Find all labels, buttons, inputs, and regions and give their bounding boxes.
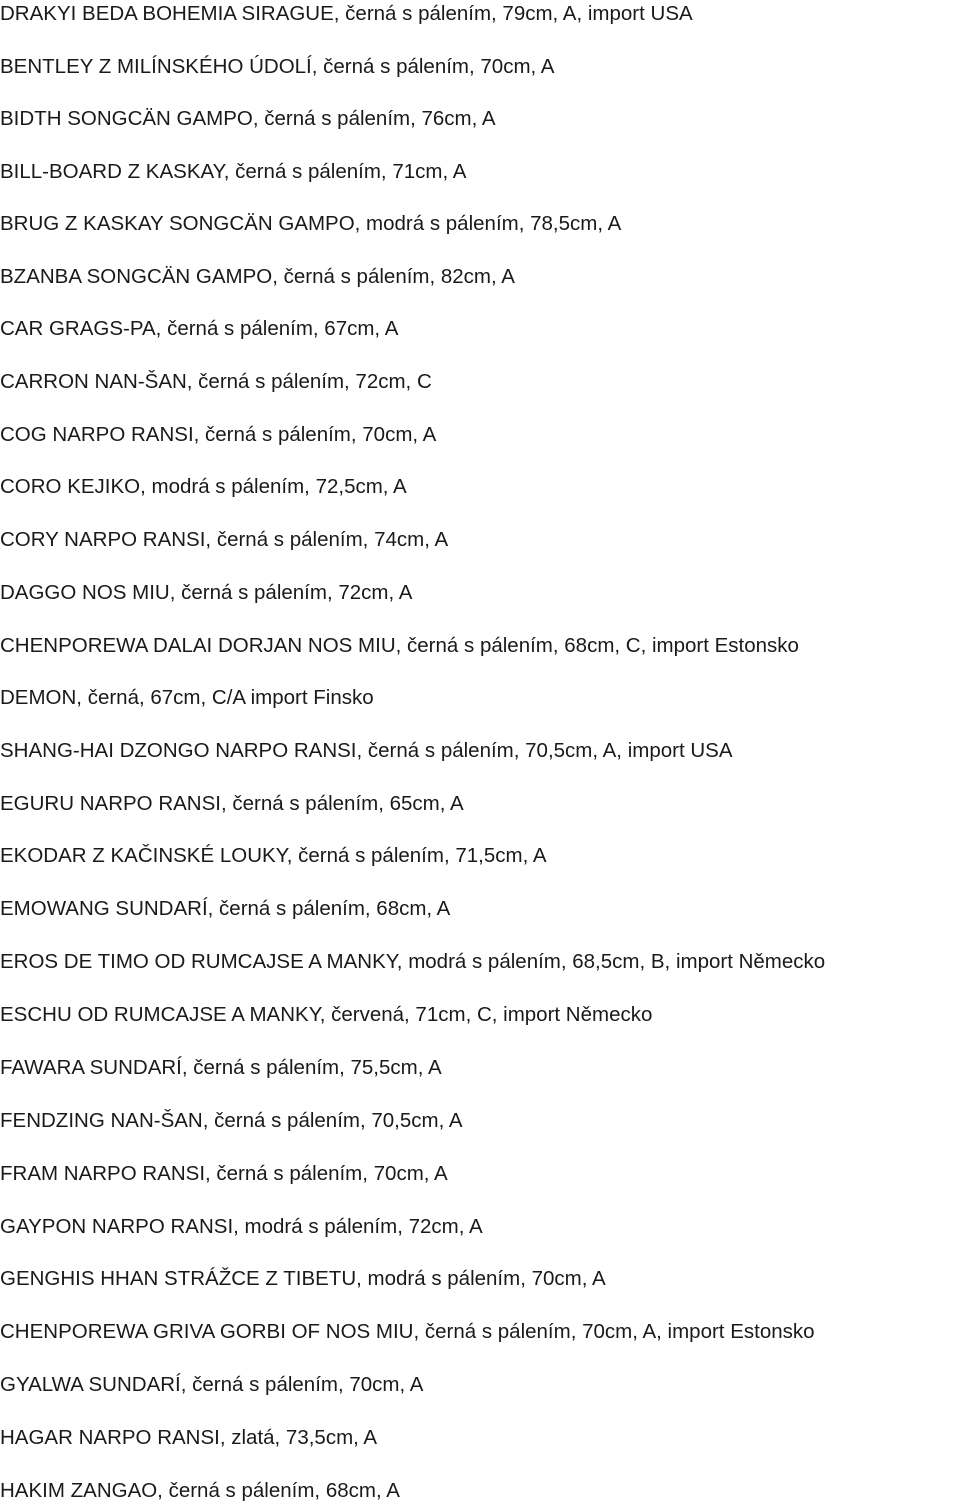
list-item: CAR GRAGS-PA, černá s pálením, 67cm, A <box>0 317 399 340</box>
list-item: COG NARPO RANSI, černá s pálením, 70cm, A <box>0 423 437 446</box>
list-item: DEMON, černá, 67cm, C/A import Finsko <box>0 686 374 709</box>
list-item: CHENPOREWA DALAI DORJAN NOS MIU, černá s pálením, 68cm, C, import Estonsko <box>0 634 799 657</box>
list-item: HAGAR NARPO RANSI, zlatá, 73,5cm, A <box>0 1426 378 1449</box>
list-item: FENDZING NAN-ŠAN, černá s pálením, 70,5cm, A <box>0 1109 463 1132</box>
list-item: HAKIM ZANGAO, černá s pálením, 68cm, A <box>0 1479 400 1502</box>
list-item: CARRON NAN-ŠAN, černá s pálením, 72cm, C <box>0 370 432 393</box>
list-item: EKODAR Z KAČINSKÉ LOUKY, černá s pálením, 71,5cm, A <box>0 844 547 867</box>
list-item: BENTLEY Z MILÍNSKÉHO ÚDOLÍ, černá s pálením, 70cm, A <box>0 55 555 78</box>
list-item: GAYPON NARPO RANSI, modrá s pálením, 72cm, A <box>0 1215 483 1238</box>
list-item: EMOWANG SUNDARÍ, černá s pálením, 68cm, A <box>0 897 451 920</box>
list-item: DRAKYI BEDA BOHEMIA SIRAGUE, černá s pálením, 79cm, A, import USA <box>0 2 693 25</box>
list-item: GYALWA SUNDARÍ, černá s pálením, 70cm, A <box>0 1373 424 1396</box>
list-item: CORY NARPO RANSI, černá s pálením, 74cm, A <box>0 528 449 551</box>
list-item: EGURU NARPO RANSI, černá s pálením, 65cm, A <box>0 792 464 815</box>
list-item: CORO KEJIKO, modrá s pálením, 72,5cm, A <box>0 475 407 498</box>
list-item: BILL-BOARD Z KASKAY, černá s pálením, 71cm, A <box>0 160 467 183</box>
list-item: CHENPOREWA GRIVA GORBI OF NOS MIU, černá s pálením, 70cm, A, import Estonsko <box>0 1320 815 1343</box>
list-item: EROS DE TIMO OD RUMCAJSE A MANKY, modrá s pálením, 68,5cm, B, import Německo <box>0 950 826 973</box>
list-item: DAGGO NOS MIU, černá s pálením, 72cm, A <box>0 581 413 604</box>
list-item: GENGHIS HHAN STRÁŽCE Z TIBETU, modrá s pálením, 70cm, A <box>0 1267 606 1290</box>
list-item: ESCHU OD RUMCAJSE A MANKY, červená, 71cm, C, import Německo <box>0 1003 653 1026</box>
list-item: BRUG Z KASKAY SONGCÄN GAMPO, modrá s pálením, 78,5cm, A <box>0 212 622 235</box>
list-item: FRAM NARPO RANSI, černá s pálením, 70cm, A <box>0 1162 448 1185</box>
list-item: BIDTH SONGCÄN GAMPO, černá s pálením, 76cm, A <box>0 107 496 130</box>
list-item: BZANBA SONGCÄN GAMPO, černá s pálením, 82cm, A <box>0 265 515 288</box>
list-item: FAWARA SUNDARÍ, černá s pálením, 75,5cm, A <box>0 1056 442 1079</box>
list-item: SHANG-HAI DZONGO NARPO RANSI, černá s pálením, 70,5cm, A, import USA <box>0 739 733 762</box>
